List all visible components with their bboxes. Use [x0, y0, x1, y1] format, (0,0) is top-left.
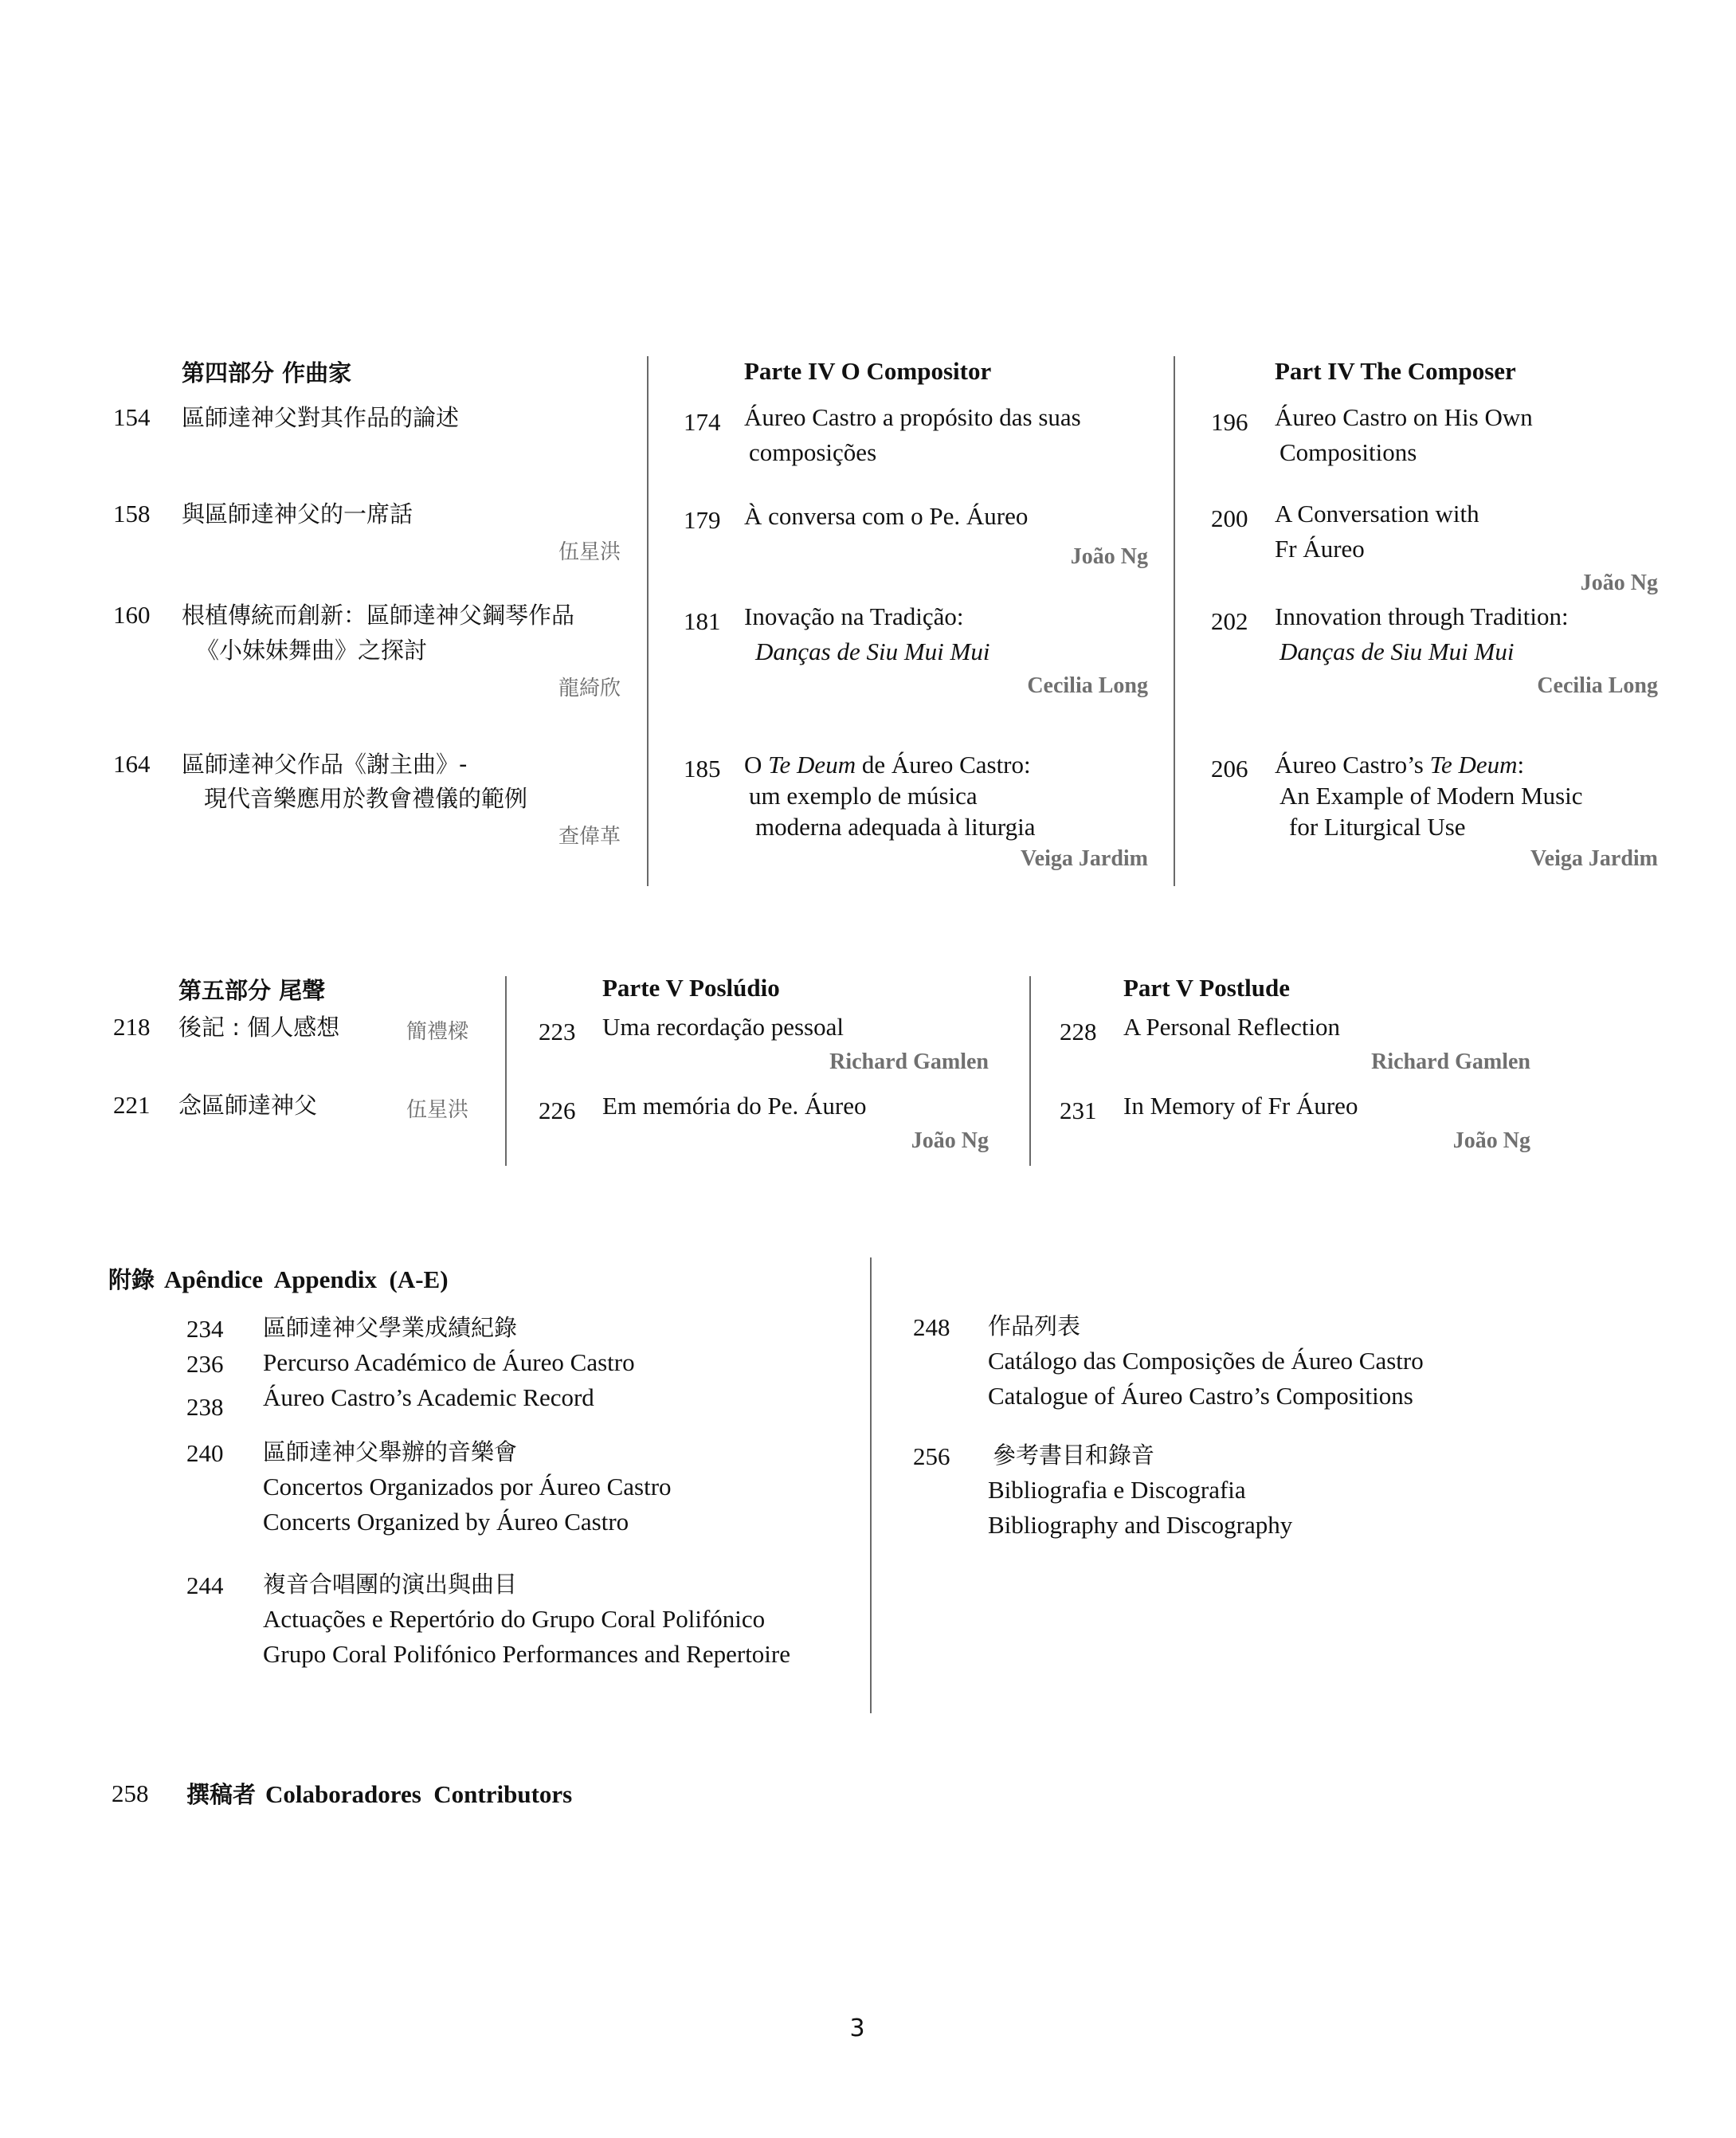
page-number: 223: [539, 1018, 576, 1045]
page-number: 206: [1211, 755, 1248, 783]
appendix-heading-zh: 附錄: [108, 1266, 155, 1293]
entry-title-line-1: [744, 748, 1031, 782]
entry-title-pt: Concertos Organizados por Áureo Castro: [263, 1473, 672, 1501]
entry-title-line-1: Áureo Castro on His Own: [1275, 403, 1533, 431]
entry-title-en: Grupo Coral Polifónico Performances and Repertoire: [263, 1640, 791, 1668]
entry-title-zh: 區師達神父舉辦的音樂會: [263, 1438, 518, 1465]
entry-title-line-2: [1279, 635, 1514, 669]
page-number: 236: [186, 1350, 224, 1378]
page-number: 256: [913, 1442, 950, 1470]
contributors-heading: [186, 1777, 572, 1810]
entry-title-line-1: 根植傳統而創新：區師達神父鋼琴作品: [182, 602, 575, 629]
page-number: 174: [684, 408, 721, 436]
part4-zh-heading: 第四部分 作曲家: [182, 359, 352, 386]
page-number: 164: [113, 750, 151, 778]
entry-author: 伍星洪: [558, 540, 621, 564]
entry-title: 念區師達神父: [178, 1092, 318, 1119]
title-text: O: [744, 751, 769, 779]
entry-author: 龍綺欣: [558, 677, 621, 700]
entry-title: 與區師達神父的一席話: [182, 500, 413, 528]
entry-title-line-1: Inovação na Tradição:: [744, 602, 964, 630]
page-number: 158: [113, 500, 151, 528]
page-number: 258: [112, 1779, 149, 1807]
contributors-label-zh: 撰稿者: [186, 1781, 257, 1808]
column-divider: [1174, 356, 1175, 886]
page-number: 200: [1211, 504, 1248, 532]
entry-author: Richard Gamlen: [829, 1049, 989, 1074]
part5-zh-heading: 第五部分 尾聲: [178, 977, 326, 1004]
entry-title-pt: Actuações e Repertório do Grupo Coral Polifónico: [263, 1605, 766, 1633]
title-text: :: [1517, 751, 1525, 779]
entry-title: In Memory of Fr Áureo: [1123, 1092, 1358, 1120]
entry-title-line-2: Fr Áureo: [1275, 535, 1365, 563]
page-number: 202: [1211, 607, 1248, 635]
entry-author: João Ng: [1452, 1128, 1530, 1153]
page-number: 181: [684, 607, 721, 635]
italic-work-title: Danças de Siu Mui Mui: [1279, 637, 1515, 665]
part5-pt-heading: Parte V Poslúdio: [602, 974, 780, 1002]
entry-author: 查偉革: [558, 825, 621, 849]
entry-title-zh: 複音合唱團的演出與曲目: [263, 1571, 518, 1598]
entry-title-en: Catalogue of Áureo Castro’s Compositions: [988, 1382, 1413, 1410]
entry-title-line-2: um exemplo de música: [749, 782, 978, 810]
page-number: 234: [186, 1315, 224, 1343]
entry-title-zh: 作品列表: [988, 1312, 1081, 1340]
entry-author: Richard Gamlen: [1371, 1049, 1530, 1074]
entry-title-line-1: 區師達神父作品《謝主曲》-: [182, 751, 468, 778]
entry-title-pt: Percurso Académico de Áureo Castro: [263, 1348, 635, 1376]
entry-title-line-3: moderna adequada à liturgia: [755, 813, 1036, 841]
page-number: 221: [113, 1091, 151, 1119]
italic-work-title: Te Deum: [768, 751, 856, 779]
entry-title: Em memória do Pe. Áureo: [602, 1092, 867, 1120]
appendix-heading: [108, 1262, 449, 1295]
entry-title-line-1: Innovation through Tradition:: [1275, 602, 1569, 630]
entry-author: João Ng: [1070, 544, 1148, 569]
entry-title-pt: Bibliografia e Discografia: [988, 1476, 1246, 1504]
page-number: 218: [113, 1013, 151, 1041]
contributors-label-lat: Colaboradores Contributors: [265, 1780, 573, 1808]
entry-title-zh: 參考書目和錄音: [993, 1442, 1155, 1469]
title-text: Áureo Castro’s: [1275, 751, 1430, 779]
entry-title: A Personal Reflection: [1123, 1013, 1341, 1041]
appendix-heading-lat: Apêndice Appendix (A-E): [164, 1265, 449, 1293]
entry-title-zh: 區師達神父學業成績紀錄: [263, 1314, 518, 1341]
entry-title-line-1: A Conversation with: [1275, 500, 1479, 528]
part4-pt-heading: Parte IV O Compositor: [744, 357, 992, 385]
entry-author: Veiga Jardim: [1021, 846, 1148, 871]
page-number: 231: [1060, 1096, 1097, 1124]
page-number: 196: [1211, 408, 1248, 436]
entry-title-line-1: [1275, 748, 1524, 782]
entry-title-line-1: Áureo Castro a propósito das suas: [744, 403, 1081, 431]
entry-title-line-2: [755, 635, 989, 669]
entry-author: Veiga Jardim: [1530, 846, 1658, 871]
entry-title-en: Bibliography and Discography: [988, 1511, 1293, 1539]
entry-title: 後記 : 個人感想: [178, 1014, 340, 1041]
italic-work-title: Te Deum: [1429, 751, 1518, 779]
page-number: 244: [186, 1571, 224, 1599]
page-number: 248: [913, 1313, 950, 1341]
entry-title-en: Concerts Organized by Áureo Castro: [263, 1508, 629, 1536]
title-text: de Áureo Castro:: [856, 751, 1031, 779]
column-divider: [870, 1257, 872, 1713]
page-number: 240: [186, 1439, 224, 1467]
entry-title-line-2: 《小妹妹舞曲》之探討: [196, 637, 428, 664]
column-divider: [647, 356, 649, 886]
entry-author: 伍星洪: [406, 1098, 469, 1122]
page-number: 238: [186, 1393, 224, 1421]
entry-title-en: Áureo Castro’s Academic Record: [263, 1383, 594, 1411]
entry-title: 區師達神父對其作品的論述: [182, 404, 460, 431]
entry-author: 簡禮樑: [406, 1020, 469, 1044]
entry-title-line-3: for Liturgical Use: [1289, 813, 1466, 841]
entry-author: Cecilia Long: [1537, 673, 1658, 698]
page-number: 228: [1060, 1018, 1097, 1045]
page-footer-number: 3: [849, 2014, 865, 2042]
page-number: 226: [539, 1096, 576, 1124]
entry-title-line-2: composições: [749, 438, 877, 466]
entry-title-line-2: 現代音樂應用於教會禮儀的範例: [204, 785, 528, 812]
entry-author: João Ng: [1580, 571, 1658, 595]
part5-en-heading: Part V Postlude: [1123, 974, 1290, 1002]
column-divider: [1029, 976, 1031, 1166]
entry-title-pt: Catálogo das Composições de Áureo Castro: [988, 1347, 1424, 1375]
entry-author: Cecilia Long: [1027, 673, 1148, 698]
page-number: 179: [684, 506, 721, 534]
italic-work-title: Danças de Siu Mui Mui: [755, 637, 990, 665]
entry-title-line-2: An Example of Modern Music: [1279, 782, 1583, 810]
column-divider: [505, 976, 507, 1166]
page-number: 160: [113, 601, 151, 629]
entry-title-line-2: Compositions: [1279, 438, 1417, 466]
page-number: 154: [113, 403, 151, 431]
part4-en-heading: Part IV The Composer: [1275, 357, 1516, 385]
entry-title: Uma recordação pessoal: [602, 1013, 844, 1041]
page-number: 185: [684, 755, 721, 783]
entry-title: À conversa com o Pe. Áureo: [744, 502, 1029, 530]
entry-author: João Ng: [911, 1128, 989, 1153]
